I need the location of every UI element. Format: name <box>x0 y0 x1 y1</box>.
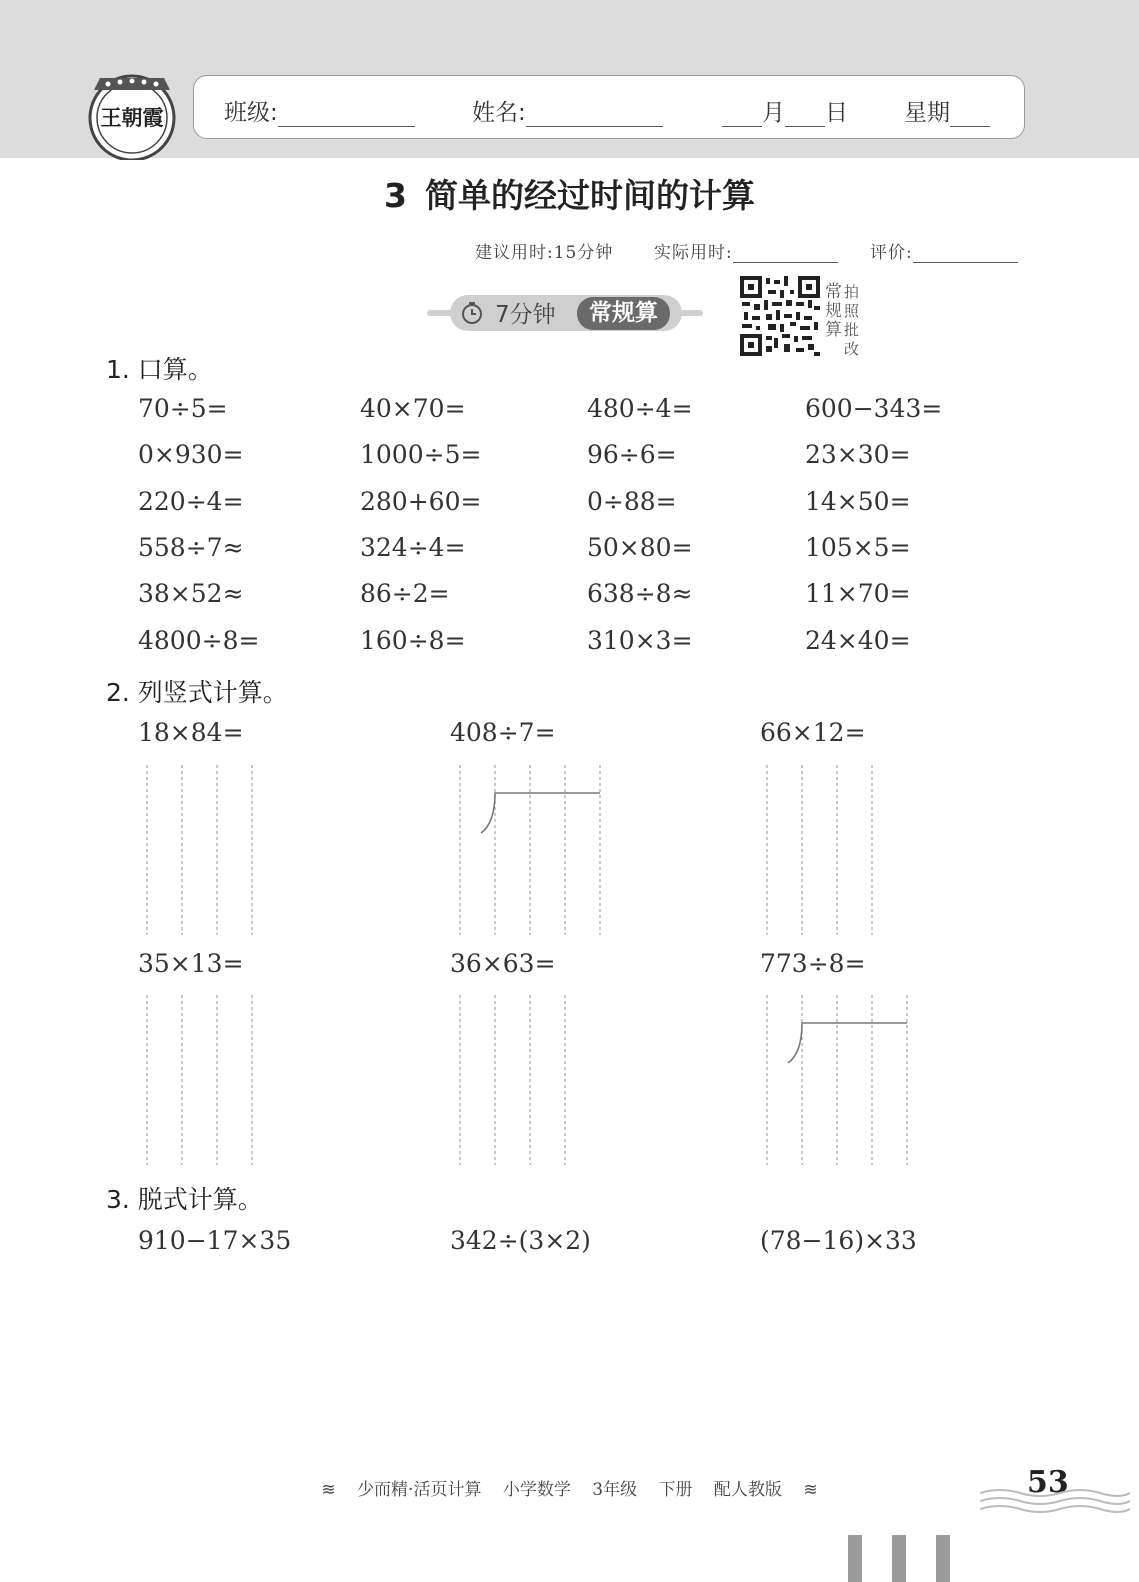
title-text: 简单的经过时间的计算 <box>424 176 755 215</box>
class-input-line[interactable] <box>278 104 415 127</box>
date-field <box>722 94 848 127</box>
section2-title: 2. 列竖式计算。 <box>106 678 288 707</box>
work-grid[interactable] <box>763 765 883 935</box>
page-number: 53 <box>1027 1465 1069 1500</box>
oral-problem: 558÷7≈ <box>138 532 244 562</box>
section3-title: 3. 脱式计算。 <box>106 1185 263 1214</box>
qr-label-col1: 常规算 <box>825 282 842 340</box>
vertical-problem: 18×84= <box>138 718 244 747</box>
wave-decoration-icon <box>980 1485 1130 1515</box>
oral-problem: 70÷5= <box>138 394 228 423</box>
page-title <box>0 170 1139 217</box>
oral-problem: 4800÷8= <box>138 625 260 655</box>
division-work-grid[interactable] <box>763 995 913 1165</box>
actual-time-label: 实际用时: <box>654 243 733 263</box>
badge-time: 7分钟 <box>495 302 556 328</box>
oral-problem: 96÷6= <box>587 440 677 470</box>
student-info-box <box>193 75 1025 139</box>
qr-code-icon[interactable] <box>740 276 820 356</box>
oral-problem: 0÷88= <box>587 486 677 516</box>
vertical-problem: 408÷7= <box>450 718 556 747</box>
footer-edition: 配人教版 <box>713 1480 782 1500</box>
class-label: 班级: <box>224 100 278 126</box>
footer-volume: 下册 <box>658 1480 693 1500</box>
wave-mark-icon: ≋ <box>321 1480 336 1500</box>
wave-mark-icon: ≋ <box>803 1480 818 1500</box>
work-grid[interactable] <box>455 995 575 1165</box>
vertical-problem: 66×12= <box>760 718 866 747</box>
oral-problem: 40×70= <box>360 394 466 423</box>
work-grid[interactable] <box>140 765 260 935</box>
actual-time-input-line[interactable] <box>733 240 838 263</box>
oral-problem: 24×40= <box>805 625 911 655</box>
division-work-grid[interactable] <box>455 765 605 935</box>
badge-tag: 常规算 <box>577 297 670 330</box>
oral-problem: 310×3= <box>587 625 693 655</box>
footer-grade: 3年级 <box>592 1480 638 1500</box>
section1-title: 1. 口算。 <box>106 355 213 384</box>
name-input-line[interactable] <box>526 104 663 127</box>
edge-tab-bar <box>936 1535 950 1582</box>
oral-problem: 50×80= <box>587 532 693 562</box>
stepwise-problem: 342÷(3×2) <box>450 1226 591 1255</box>
oral-problem: 220÷4= <box>138 486 244 516</box>
weekday-input-line[interactable] <box>950 104 990 127</box>
suggested-time: 建议用时:15分钟 <box>475 243 614 263</box>
oral-problem: 480÷4= <box>587 394 693 423</box>
oral-problem: 1000÷5= <box>360 440 482 470</box>
oral-problem: 160÷8= <box>360 625 466 655</box>
work-grid[interactable] <box>140 995 260 1165</box>
stepwise-problem: 910−17×35 <box>138 1226 292 1255</box>
vertical-problem: 35×13= <box>138 949 244 978</box>
brand-logo <box>84 68 180 160</box>
vertical-problem: 773÷8= <box>760 949 866 978</box>
qr-label-col2: 拍照批改 <box>844 283 860 358</box>
brand-logo-text: 王朝霞 <box>100 105 164 130</box>
day-input-line[interactable] <box>785 104 825 127</box>
edge-tab-bar <box>892 1535 906 1582</box>
footer-series: 少而精·活页计算 <box>357 1480 482 1500</box>
oral-problem: 105×5= <box>805 532 911 562</box>
oral-problem: 0×930= <box>138 440 244 470</box>
class-field <box>224 94 415 127</box>
edge-tab-bar <box>848 1535 862 1582</box>
actual-time-field <box>654 238 838 263</box>
oral-problem: 638÷8≈ <box>587 579 693 609</box>
month-label: 月 <box>762 100 785 126</box>
clock-icon <box>460 301 484 325</box>
footer-subject: 小学数学 <box>502 1480 571 1500</box>
rating-label: 评价: <box>870 243 913 263</box>
month-input-line[interactable] <box>722 104 762 127</box>
day-label: 日 <box>825 100 848 126</box>
name-label: 姓名: <box>472 100 526 126</box>
weekday-field <box>904 94 990 127</box>
oral-problem: 86÷2= <box>360 579 450 609</box>
rating-input-line[interactable] <box>913 240 1018 263</box>
oral-problem: 23×30= <box>805 440 911 470</box>
vertical-problem: 36×63= <box>450 949 556 978</box>
weekday-label: 星期 <box>904 100 950 126</box>
oral-problem: 600−343= <box>805 394 943 423</box>
oral-problem: 38×52≈ <box>138 579 244 609</box>
oral-problem: 11×70= <box>805 579 911 609</box>
oral-problem: 14×50= <box>805 486 911 516</box>
stepwise-problem: (78−16)×33 <box>760 1226 917 1255</box>
oral-problem: 324÷4= <box>360 532 466 562</box>
title-number: 3 <box>384 176 407 215</box>
name-field <box>472 94 663 127</box>
oral-problem: 280+60= <box>360 486 482 516</box>
rating-field <box>870 238 1018 263</box>
footer <box>0 1475 1139 1500</box>
